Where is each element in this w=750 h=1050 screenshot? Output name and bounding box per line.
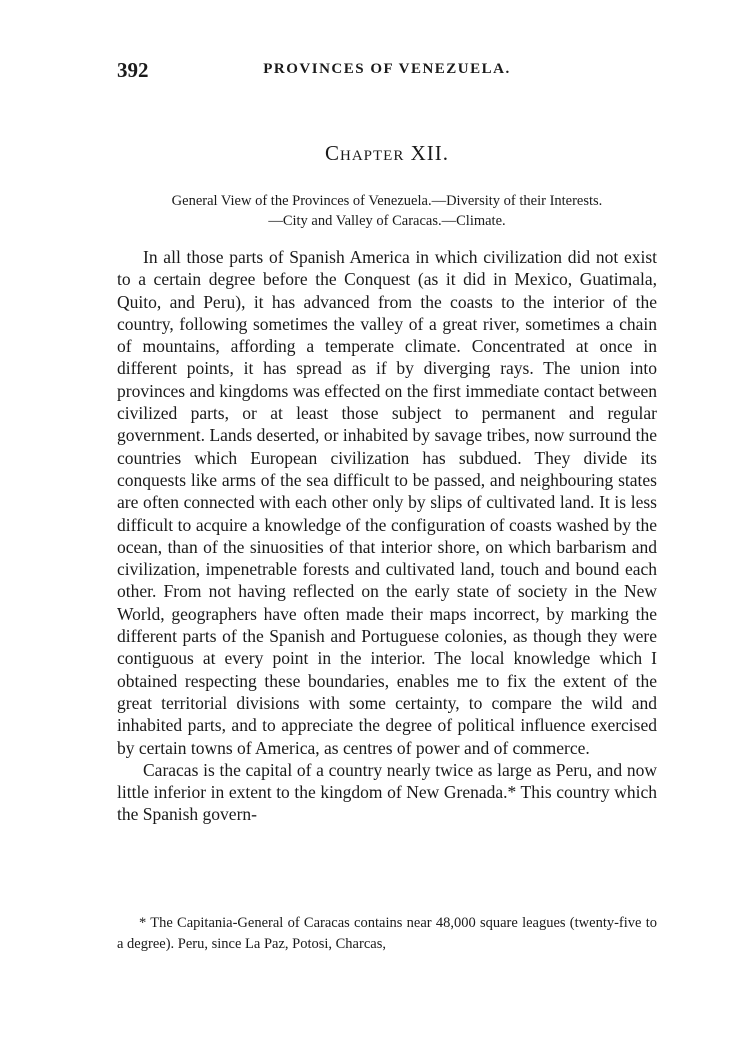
body-paragraph-1: In all those parts of Spanish America in which civilization did not exist to a certain degree before the Conquest (as it did in Mexico, Guatimala, Quito, and Peru), it has advanced from the coasts to the interior of the country, following sometimes the valley of a great river, sometimes a chain of mountains, affording a temperate climate. Concentrated at once in different points, it has spread as if by diverging rays. The union into provinces and kingdoms was effected on the first immediate contact between civilized parts, or at least those subject to permanent and regular government. Lands deserted, or inhabited by savage tribes, now surround the countries which European civilization has subdued. They divide its conquests like arms of the sea difficult to be passed, and neighbouring states are often connected with each other only by slips of cultivated land. It is less difficult to acquire a knowledge of the configuration of coasts washed by the ocean, than of the sinuosities of that interior shore, on which barbarism and civilization, impenetrable forests and cultivated land, touch and bound each other. From not having reflected on the early state of society in the New World, geographers have often made their maps incorrect, by marking the different parts of the Spanish and Portuguese colonies, as though they were contiguous at every point in the interior. The local knowledge which I obtained respecting these boundaries, enables me to fix the extent of the great territorial divisions with some certainty, to compare the wild and inhabited parts, and to appreciate the degree of political influence exercised by certain towns of America, as centres of power and of commerce. bbox=[117, 247, 657, 758]
synopsis-line-2: —City and Valley of Caracas.—Climate. bbox=[268, 213, 506, 229]
footnote-text: * The Capitania-General of Caracas contains near 48,000 square leagues (twenty-five to a degree). Peru, since La Paz, Potosi, Charcas, bbox=[117, 915, 657, 952]
running-title: PROVINCES OF VENEZUELA. bbox=[263, 61, 511, 77]
page-number: 392 bbox=[117, 58, 149, 82]
chapter-synopsis bbox=[117, 191, 657, 231]
running-head bbox=[117, 58, 657, 88]
chapter-title: Chapter XII. bbox=[325, 141, 449, 165]
body-paragraph-2: Caracas is the capital of a country nearly twice as large as Peru, and now little inferior in extent to the kingdom of New Grenada.* This country which the Spanish govern- bbox=[117, 759, 657, 825]
book-page bbox=[117, 0, 657, 1050]
footnote bbox=[117, 913, 657, 955]
synopsis-line-1: General View of the Provinces of Venezuela.—Diversity of their Interests. bbox=[171, 193, 603, 209]
body-text bbox=[117, 246, 657, 826]
